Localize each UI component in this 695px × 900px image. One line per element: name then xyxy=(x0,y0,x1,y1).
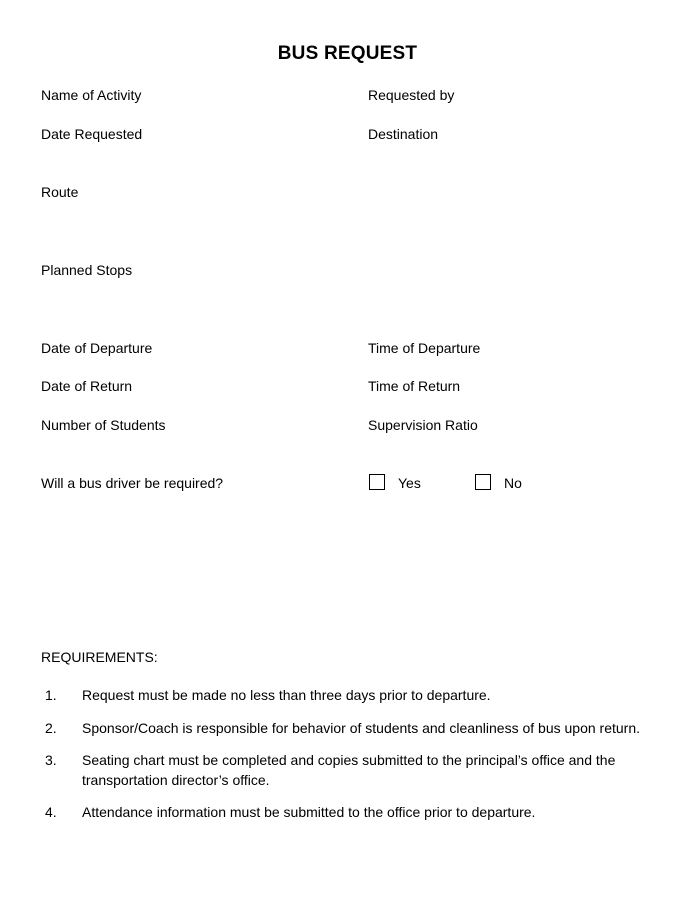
list-item-text: Request must be made no less than three days prior to departure. xyxy=(82,687,491,703)
list-item-number: 1. xyxy=(45,687,57,703)
requirements-list xyxy=(41,686,651,836)
date-of-departure-label: Date of Departure xyxy=(41,340,153,356)
driver-required-question: Will a bus driver be required? xyxy=(41,475,224,491)
driver-no-checkbox[interactable] xyxy=(475,474,491,490)
time-of-departure-label: Time of Departure xyxy=(368,340,481,356)
route-label: Route xyxy=(41,184,79,200)
name-of-activity-label: Name of Activity xyxy=(41,87,142,103)
requirements-heading: REQUIREMENTS: xyxy=(41,649,158,665)
date-requested-label: Date Requested xyxy=(41,126,143,142)
supervision-ratio-label: Supervision Ratio xyxy=(368,417,478,433)
time-of-return-label: Time of Return xyxy=(368,378,461,394)
list-item xyxy=(41,719,651,739)
list-item-number: 3. xyxy=(45,752,57,768)
list-item-number: 4. xyxy=(45,804,57,820)
list-item-number: 2. xyxy=(45,719,57,736)
list-item-text: Attendance information must be submitted to the office prior to departure. xyxy=(82,804,536,820)
list-item-text: Sponsor/Coach is responsible for behavior of students and cleanliness of bus upon return. xyxy=(82,719,641,736)
planned-stops-label: Planned Stops xyxy=(41,262,133,278)
driver-yes-checkbox[interactable] xyxy=(369,474,385,490)
requested-by-label: Requested by xyxy=(368,87,455,103)
list-item-text: Seating chart must be completed and copies submitted to the principal’s office and the transportation director’s office. xyxy=(82,752,616,788)
driver-no-label: No xyxy=(504,475,522,491)
destination-label: Destination xyxy=(368,126,439,142)
list-item xyxy=(41,686,651,706)
page-title: BUS REQUEST xyxy=(277,43,418,64)
number-of-students-label: Number of Students xyxy=(41,417,166,433)
driver-yes-label: Yes xyxy=(398,475,421,491)
date-of-return-label: Date of Return xyxy=(41,378,133,394)
list-item xyxy=(41,751,651,790)
list-item xyxy=(41,803,651,823)
